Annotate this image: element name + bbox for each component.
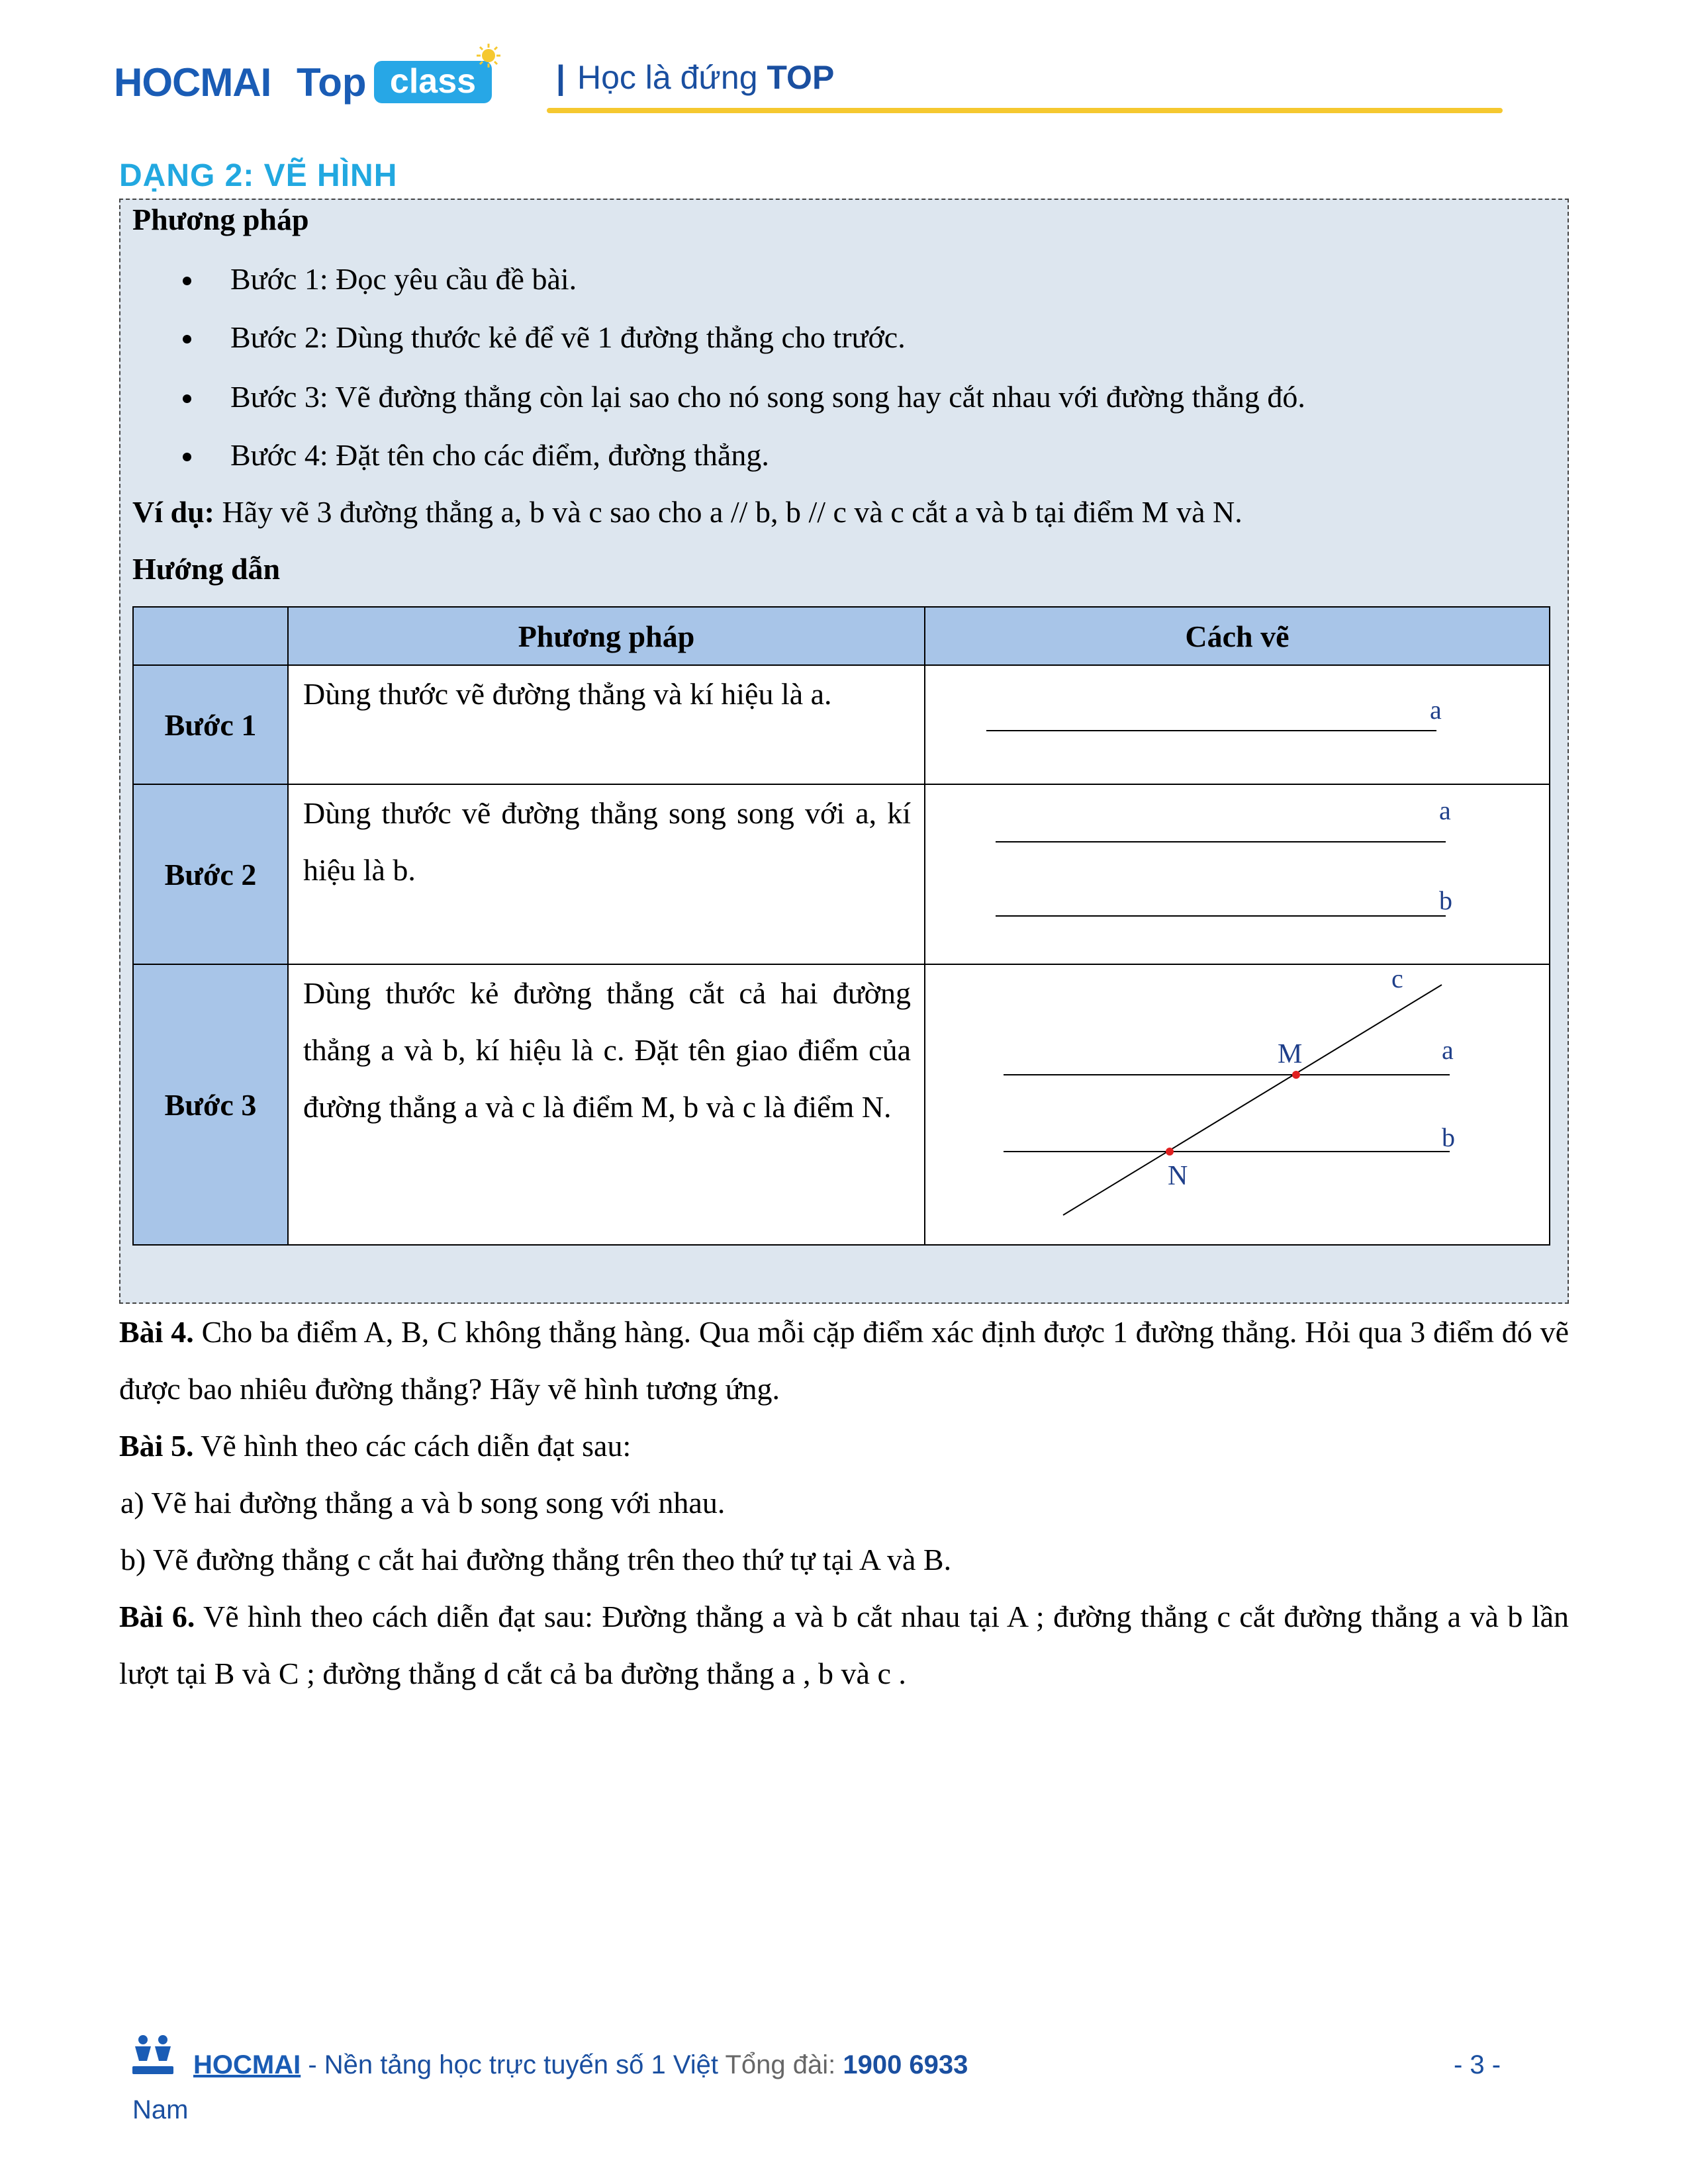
exercise-4-text: Cho ba điểm A, B, C không thẳng hàng. Qua mỗi cặp điểm xác định được 1 đường thẳng. Hỏi qua 3 điểm đó vẽ được bao nhiêu đường thẳng? Hãy vẽ hình tương ứng. [119, 1315, 1569, 1406]
line-c [1063, 985, 1442, 1215]
example-label: Ví dụ: [132, 495, 214, 529]
logo-hocmai: HOCMAI [114, 60, 271, 105]
section-title: DẠNG 2: VẼ HÌNH [119, 158, 398, 193]
page-number: - 3 - [1454, 2050, 1501, 2079]
exercise-5-text: Vẽ hình theo các cách diễn đạt sau: [193, 1429, 632, 1463]
footer-tagline: - Nền tảng học trực tuyến số 1 Việt [301, 2050, 719, 2079]
label-c: c [1391, 965, 1403, 993]
exercise-5 [119, 1418, 1569, 1475]
table-row [133, 964, 1550, 1245]
table-header-row [133, 607, 1550, 665]
table-row [133, 784, 1550, 964]
point-M [1292, 1071, 1300, 1079]
label-b: b [1439, 886, 1452, 915]
bullet-icon [183, 277, 191, 285]
step-drawing-3 [925, 964, 1550, 1245]
method-heading: Phương pháp [132, 203, 309, 236]
step-label-3: Bước 3 [133, 964, 288, 1245]
exercise-4 [119, 1304, 1569, 1418]
step-label-2: Bước 2 [133, 784, 288, 964]
step-method-3: Dùng thước kẻ đường thẳng cắt cả hai đường thẳng a và b, kí hiệu là c. Đặt tên giao điểm của đường thẳng a và c là điểm M, b và c là điểm N. [288, 964, 925, 1245]
diagram-step-1 [925, 666, 1548, 782]
step-method-1: Dùng thước vẽ đường thẳng và kí hiệu là a. [288, 665, 925, 784]
exercise-6 [119, 1588, 1569, 1702]
logo-top: Top [297, 60, 367, 105]
method-step-4: Bước 4: Đặt tên cho các điểm, đường thẳng. [230, 438, 769, 472]
table-header-method: Phương pháp [288, 607, 925, 665]
slogan-prefix: Học là đứng [577, 59, 758, 96]
point-N [1166, 1148, 1174, 1156]
logo-class-badge: class [374, 61, 492, 103]
label-a: a [1430, 695, 1442, 725]
exercise-4-label: Bài 4. [119, 1315, 194, 1349]
exercise-5-label: Bài 5. [119, 1429, 194, 1463]
footer-hotline: 1900 6933 [843, 2050, 968, 2079]
exercise-5a: a) Vẽ hai đường thẳng a và b song song với nhau. [120, 1486, 726, 1520]
sun-icon [475, 42, 502, 69]
exercise-6-label: Bài 6. [119, 1600, 195, 1633]
footer-brand-link[interactable]: HOCMAI [193, 2050, 301, 2079]
method-step-2: Bước 2: Dùng thước kẻ để vẽ 1 đường thẳng cho trước. [230, 320, 906, 354]
diagram-step-2 [925, 785, 1548, 962]
label-a: a [1439, 796, 1451, 825]
footer-hotline-label: Tổng đài: [718, 2050, 843, 2079]
step-label-1: Bước 1 [133, 665, 288, 784]
bullet-icon [183, 335, 191, 343]
guide-table [132, 606, 1550, 1246]
label-a: a [1442, 1035, 1454, 1065]
guide-heading: Hướng dẫn [132, 552, 281, 586]
table-header-draw: Cách vẽ [925, 607, 1550, 665]
header-slogan: | Học là đứng TOP [556, 59, 835, 96]
diagram-step-3 [925, 965, 1548, 1243]
footer-tail: Nam [132, 2095, 189, 2124]
method-step-1: Bước 1: Đọc yêu cầu đề bài. [230, 262, 577, 296]
step-drawing-1 [925, 665, 1550, 784]
example [132, 494, 1243, 531]
exercise-5b: b) Vẽ đường thẳng c cắt hai đường thẳng trên theo thứ tự tại A và B. [120, 1543, 952, 1576]
label-b: b [1442, 1122, 1455, 1152]
label-M: M [1278, 1039, 1303, 1069]
bullet-icon [183, 453, 191, 461]
label-N: N [1168, 1161, 1188, 1191]
bullet-icon [183, 394, 191, 403]
exercise-6-text: Vẽ hình theo cách diễn đạt sau: Đường thẳng a và b cắt nhau tại A ; đường thẳng c cắt đường thẳng a và b lần lượt tại B và C ; đường thẳng d cắt cả ba đường thẳng a , b và c . [119, 1600, 1569, 1690]
footer-text [193, 2050, 968, 2080]
step-drawing-2 [925, 784, 1550, 964]
table-row [133, 665, 1550, 784]
slogan-emphasis: TOP [767, 59, 835, 96]
step-method-2: Dùng thước vẽ đường thẳng song song với a, kí hiệu là b. [288, 784, 925, 964]
example-text: Hãy vẽ 3 đường thẳng a, b và c sao cho a // b, b // c và c cắt a và b tại điểm M và N. [214, 495, 1243, 529]
table-header-step [133, 607, 288, 665]
hocmai-footer-logo-icon [130, 2032, 176, 2078]
header-divider [547, 108, 1503, 113]
method-step-3: Bước 3: Vẽ đường thẳng còn lại sao cho nó song song hay cắt nhau với đường thẳng đó. [230, 380, 1305, 414]
